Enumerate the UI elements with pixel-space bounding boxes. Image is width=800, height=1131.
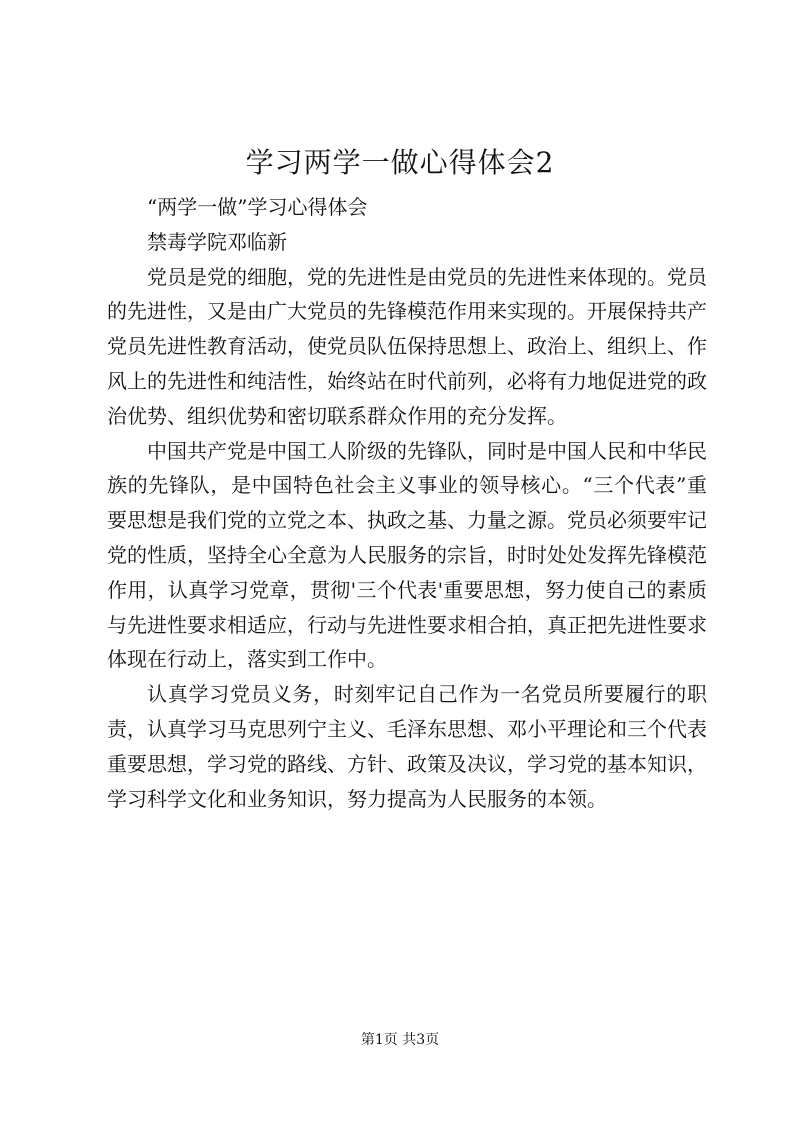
document-body [107,190,707,816]
document-subtitle: “两学一做”学习心得体会 [147,195,368,219]
paragraph-3: 认真学习党员义务，时刻牢记自己作为一名党员所要履行的职责，认真学习马克思列宁主义、毛泽东思想、邓小平理论和三个代表重要思想，学习党的路线、方针、政策及决议，学习党的基本知识，学习科学文化和业务知识，努力提高为人民服务的本领。 [107,682,707,811]
document-author: 禁毒学院邓临新 [147,229,287,254]
paragraph-2: 中国共产党是中国工人阶级的先锋队，同时是中国人民和中华民族的先锋队，是中国特色社会主义事业的领导核心。“三个代表”重要思想是我们党的立党之本、执政之基、力量之源。党员必须要牢记党的性质，坚持全心全意为人民服务的宗旨，时时处处发挥先锋模范作用，认真学习党章，贯彻'三个代表'重要思想，努力使自己的素质与先进性要求相适应，行动与先进性要求相合拍，真正把先进性要求体现在行动上，落实到工作中。 [107,438,707,672]
paragraph-1: 党员是党的细胞，党的先进性是由党员的先进性来体现的。党员的先进性，又是由广大党员的先锋模范作用来实现的。开展保持共产党员先进性教育活动，使党员队伍保持思想上、政治上、组织上、作风上的先进性和纯洁性，始终站在时代前列，必将有力地促进党的政治优势、组织优势和密切联系群众作用的充分发挥。 [107,264,707,428]
page-indicator: 第1页 共3页 [360,1032,440,1048]
document-title: 学习两学一做心得体会2 [245,146,555,179]
